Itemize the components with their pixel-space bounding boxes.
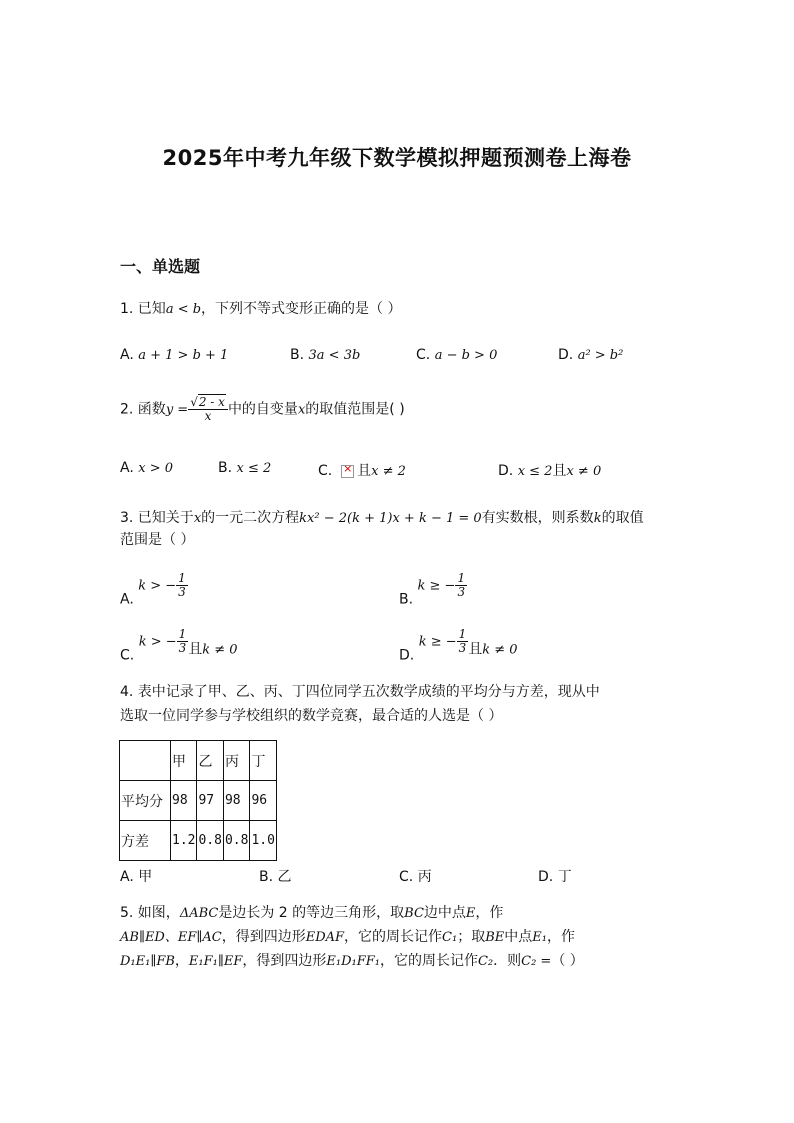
option-label: C.: [120, 647, 135, 664]
q5-math: D₁E₁∥FB: [120, 954, 175, 969]
q4-option-d: [538, 866, 572, 886]
option-label: D.: [399, 647, 415, 664]
q5-text: 中点: [504, 929, 533, 945]
table-cell: 98: [171, 781, 197, 821]
q1-option-b: [290, 347, 360, 363]
q5-text: 边中点: [423, 905, 466, 921]
option-label: C.: [416, 347, 431, 363]
document-title: 2025年中考九年级下数学模拟押题预测卷上海卷: [162, 146, 632, 170]
question-3-stem-line2: 范围是（ ）: [120, 532, 195, 548]
option-expr: k > −: [138, 634, 177, 650]
q4-option-c: [399, 866, 432, 886]
option-fraction: [457, 628, 469, 655]
option-expr: k ≥ −: [417, 578, 456, 594]
table-cell: 1.2: [171, 821, 197, 861]
q3-option-d: [399, 628, 518, 664]
q3-option-b: [399, 572, 467, 608]
broken-image-icon: [341, 465, 354, 478]
table-header-row: [120, 741, 277, 781]
question-4-stem-line2: 选取一位同学参与学校组织的数学竞赛，最合适的人选是（ ）: [120, 708, 503, 724]
option-label: B.: [218, 460, 233, 476]
q2-fn-lhs: y =: [165, 402, 189, 418]
option-label: A.: [120, 869, 134, 885]
table-cell: 97: [197, 781, 223, 821]
q5-math: C₂: [477, 954, 494, 969]
q4-option-a: [120, 866, 152, 886]
table-cell: 0.8: [197, 821, 223, 861]
option-text: 丁: [557, 869, 572, 885]
q1-option-a: [120, 347, 228, 363]
option-expr: a + 1 > b + 1: [138, 348, 229, 363]
table-row: [120, 821, 277, 861]
question-2-stem: [120, 396, 405, 423]
option-expr: x ≠ 2: [371, 464, 406, 479]
question-5-line2: [120, 926, 575, 949]
frac-den: 3: [178, 585, 186, 599]
q5-text: ，作: [546, 929, 575, 945]
option-expr: x ≠ 0: [566, 464, 602, 479]
q2-text-c: 的取值范围是( ): [305, 401, 405, 418]
q5-math: ΔABC: [179, 906, 219, 921]
option-expr: a − b > 0: [434, 348, 498, 363]
option-label: D.: [498, 463, 514, 479]
option-label: D.: [538, 869, 554, 885]
q5-text: ，: [174, 953, 189, 969]
frac-num: 1: [178, 627, 187, 641]
q1-option-c: [416, 347, 497, 363]
q1-condition: a < b: [165, 302, 202, 317]
q2-fraction-den: x: [204, 409, 212, 423]
option-label: B.: [259, 869, 274, 885]
q5-text: ，作: [475, 905, 504, 921]
q3-kvar: k: [593, 511, 602, 526]
option-label: D.: [558, 347, 574, 363]
q2-option-a: [120, 460, 173, 476]
q5-math: C₂ =: [521, 954, 552, 969]
q5-math: E₁F₁∥EF: [188, 954, 243, 969]
table-header-cell: 乙: [197, 741, 223, 781]
option-expr: x ≤ 2: [517, 464, 553, 479]
option-expr: k > −: [138, 578, 177, 594]
q5-text: ，得到四边形: [221, 929, 306, 945]
q5-text: （ ）: [551, 953, 584, 969]
q5-text: ．则: [493, 953, 522, 969]
q2-fraction-num: 2 - x: [198, 395, 225, 409]
option-expr: k ≠ 0: [482, 642, 518, 658]
q5-text: ，得到四边形: [242, 953, 327, 969]
q2-option-d: [498, 460, 601, 480]
option-label: C.: [399, 869, 414, 885]
frac-num: 1: [178, 571, 186, 585]
table-cell: 96: [250, 781, 276, 821]
q3-text-d: 的取值: [601, 510, 644, 526]
option-label: A.: [120, 347, 134, 363]
table-header-cell: 丁: [250, 741, 276, 781]
frac-num: 1: [458, 627, 467, 641]
option-text: 乙: [277, 869, 292, 885]
frac-num: 1: [457, 571, 466, 585]
question-5-line1: [120, 902, 503, 925]
q5-math: C₁: [442, 930, 458, 945]
option-label: B.: [290, 347, 305, 363]
option-fraction: [177, 628, 189, 655]
q3-text-b: 的一元二次方程: [201, 510, 300, 526]
table-cell: 98: [223, 781, 249, 821]
table-cell: 1.0: [250, 821, 276, 861]
option-label: C.: [318, 463, 333, 479]
q3-equation: kx² − 2(k + 1)x + k − 1 = 0: [299, 511, 482, 526]
q1-text-a: 1. 已知: [120, 301, 166, 317]
q3-text-a: 3. 已知关于: [120, 510, 194, 526]
q5-math: E: [465, 906, 476, 921]
q5-text: ；取: [457, 929, 486, 945]
q5-math: BC: [404, 906, 424, 921]
table-header-cell: [120, 741, 171, 781]
question-5-line3: [120, 950, 584, 973]
option-label: A.: [120, 460, 134, 476]
frac-den: 3: [457, 585, 466, 599]
option-expr: x > 0: [138, 461, 173, 476]
question-3-stem-line1: [120, 507, 644, 530]
q2-text-a: 2. 函数: [120, 401, 166, 418]
q5-text: 5. 如图，: [120, 905, 180, 921]
q2-text-b: 中的自变量: [227, 401, 298, 418]
question-1-stem: [120, 298, 402, 321]
q2-var: x: [297, 402, 306, 418]
option-text: 丙: [417, 869, 432, 885]
option-conj: 且: [357, 463, 372, 479]
question-4-stem-line1: 4. 表中记录了甲、乙、丙、丁四位同学五次数学成绩的平均分与方差，现从中: [120, 684, 600, 700]
option-fraction: [176, 572, 188, 599]
option-label: B.: [399, 591, 414, 608]
q1-text-b: ，下列不等式变形正确的是（ ）: [201, 301, 402, 317]
frac-den: 3: [458, 641, 467, 655]
q5-math: AB∥ED、EF∥AC: [120, 930, 222, 945]
option-fraction: [455, 572, 467, 599]
q2-fraction: $\frac{√2 - x}{x}$: [188, 396, 228, 423]
section-heading: 一、单选题: [120, 257, 201, 276]
q5-math: E₁D₁FF₁: [326, 954, 380, 969]
table-row: [120, 781, 277, 821]
table-cell: 0.8: [223, 821, 249, 861]
table-header-cell: 甲: [171, 741, 197, 781]
option-expr: k ≥ −: [418, 634, 457, 650]
q5-math: E₁: [532, 930, 547, 945]
option-conj: 且: [188, 641, 203, 658]
option-expr: 3a < 3b: [308, 348, 361, 363]
q5-text: 是边长为 2 的等边三角形，取: [218, 905, 405, 921]
q1-option-d: [558, 347, 623, 363]
option-text: 甲: [138, 869, 153, 885]
frac-den: 3: [178, 641, 187, 655]
option-conj: 且: [552, 463, 567, 479]
option-label: A.: [120, 591, 134, 608]
table-cell: 方差: [120, 821, 171, 861]
option-expr: k ≠ 0: [202, 642, 238, 658]
q5-math: BE: [485, 930, 505, 945]
q2-option-b: [218, 460, 271, 476]
q3-text-c: 有实数根，则系数: [481, 510, 594, 526]
table-cell: 平均分: [120, 781, 171, 821]
q4-option-b: [259, 866, 292, 886]
option-conj: 且: [468, 641, 483, 658]
q3-var: x: [193, 511, 202, 526]
option-expr: x ≤ 2: [236, 461, 272, 476]
q3-option-a: [120, 572, 188, 608]
table-header-cell: 丙: [223, 741, 249, 781]
q3-option-c: [120, 628, 238, 664]
q2-option-c: [318, 460, 406, 480]
q5-text: ，它的周长记作: [344, 929, 443, 945]
scores-table: [119, 740, 277, 861]
option-expr: a² > b²: [577, 348, 624, 363]
q5-text: ，它的周长记作: [379, 953, 478, 969]
q5-math: EDAF: [305, 930, 345, 945]
